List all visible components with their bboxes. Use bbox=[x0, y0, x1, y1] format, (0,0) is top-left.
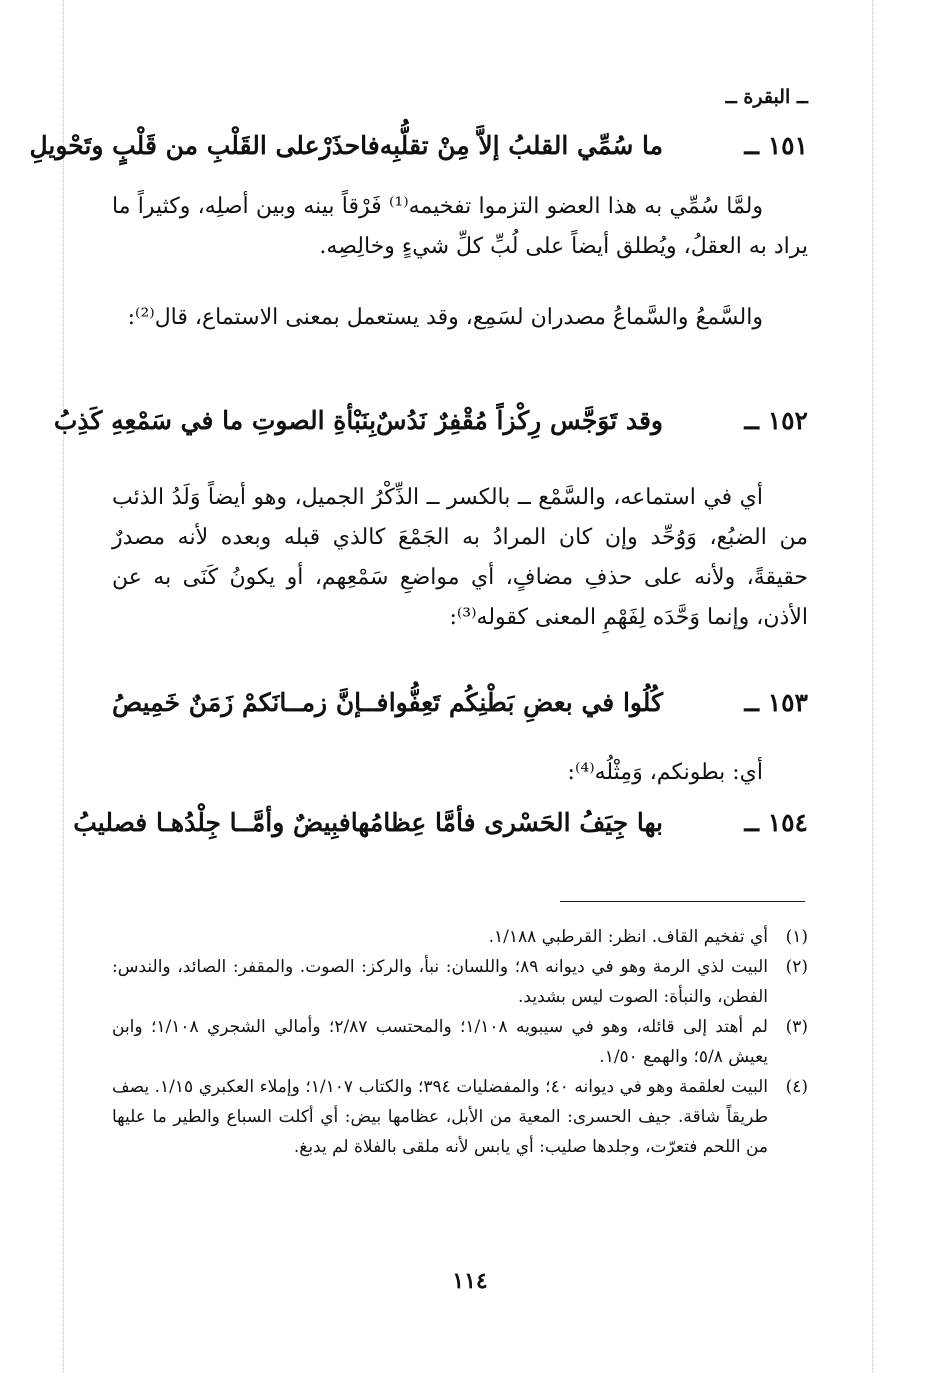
footnotes bbox=[112, 922, 808, 1162]
second-hemistich: فبِيضٌ وأمَّــا جِلْدُهـا فصليبُ bbox=[73, 807, 351, 837]
second-hemistich: فاحذَرْعلى القَلْبِ من قَلْبٍ وتَحْويلِ bbox=[29, 130, 380, 160]
footnote-text: لم أهتد إلى قائله، وهو في سيبويه ١/١٠٨؛ والمحتسب ٢/٨٧؛ وأمالي الشجري ١/١٠٨؛ وابن يعيش ٥/٨؛ والهمع ١/٥٠. bbox=[112, 1017, 768, 1067]
paragraph-hearing: والسَّمعُ والسَّماعُ مصدران لسَمِع، وقد يستعمل بمعنى الاستماع، قال⁽²⁾: bbox=[127, 305, 763, 330]
footnote-3 bbox=[112, 1012, 808, 1072]
page-number: ١١٤ bbox=[452, 1268, 488, 1294]
verse-number: ١٥١ ــ bbox=[744, 130, 808, 160]
footnote-number: (٢) bbox=[785, 957, 808, 977]
paragraph-heart: ولمَّا سُمِّي به هذا العضو التزموا تفخيمه⁽¹⁾ فَرْقاً بينه وبين أصلِه، وكثيراً ما يراد به العقلُ، ويُطلق أيضاً على لُبِّ كلِّ شيءٍ وخالِصِه. bbox=[112, 194, 808, 259]
footnote-separator bbox=[560, 901, 805, 902]
second-hemistich: فــإنَّ زمــانَكمْ زَمَنٌ خَمِيصُ bbox=[112, 687, 389, 717]
footnote-1 bbox=[112, 922, 808, 952]
verse-153 bbox=[112, 680, 808, 724]
right-margin-guide bbox=[872, 0, 873, 1373]
footnote-number: (٣) bbox=[785, 1017, 808, 1037]
verse-number: ١٥٣ ــ bbox=[744, 687, 808, 717]
running-header: ــ البقرة ــ bbox=[725, 86, 808, 108]
first-hemistich: بها جِيَفُ الحَسْرى فأمَّا عِظامُها bbox=[350, 807, 663, 837]
verse-152 bbox=[53, 398, 808, 442]
paragraph-bellies: أي: بطونكم، وَمِثْلُه⁽⁴⁾: bbox=[567, 760, 763, 785]
left-margin-guide bbox=[63, 0, 64, 1373]
footnote-2 bbox=[112, 952, 808, 1012]
first-hemistich: وقد تَوَجَّس رِكْزاً مُقْفِرٌ نَدُسٌ bbox=[376, 405, 663, 435]
footnote-number: (١) bbox=[785, 927, 808, 947]
verse-154 bbox=[73, 800, 808, 844]
verse-number: ١٥٤ ــ bbox=[744, 807, 808, 837]
footnote-text: أي تفخيم القاف. انظر: القرطبي ١/١٨٨. bbox=[488, 927, 768, 947]
paragraph-explanation: أي في استماعه، والسَّمْع ــ بالكسر ــ الذِّكْرُ الجميل، وهو أيضاً وَلَدُ الذئب من الضبُع، وَوُحِّد وإن كان المرادُ به الجَمْعَ كالذي قبله وبعده لأنه مصدرٌ حقيقةً، ولأنه على حذفِ مضافٍ، أي مواضعِ سَمْعِهم، أو يكونُ كَنَى به عن الأذن، وإنما وَحَّدَه لِفَهْمِ المعنى كقوله⁽³⁾: bbox=[112, 485, 808, 630]
footnote-number: (٤) bbox=[785, 1077, 808, 1097]
footnote-text: البيت لعلقمة وهو في ديوانه ٤٠؛ والمفضليات ٣٩٤؛ والكتاب ١/١٠٧؛ وإملاء العكبري ١/١٥. يصف طريقاً شاقة. جيف الحسرى: المعية من الأبل، عظامها بيض: أي أكلت السباع والطير ما عليها من اللحم فتعرّت، وجلدها صليب: أي يابس لأنه ملقى بالفلاة لم يدبغ. bbox=[112, 1077, 768, 1157]
first-hemistich: كُلُوا في بعضِ بَطْنِكُم تَعِفُّوا bbox=[388, 687, 663, 717]
first-hemistich: ما سُمِّي القلبُ إلاَّ مِنْ تقلُّبِه bbox=[379, 130, 663, 160]
verse-number: ١٥٢ ــ bbox=[744, 405, 808, 435]
second-hemistich: بِنَبْأةِ الصوتِ ما في سَمْعِهِ كَذِبُ bbox=[53, 405, 377, 435]
footnote-4 bbox=[112, 1072, 808, 1162]
footnote-text: البيت لذي الرمة وهو في ديوانه ٨٩؛ واللسان: نبأ، والركز: الصوت. والمقفر: الصائد، والندس: الفطن، والنبأة: الصوت ليس بشديد. bbox=[112, 957, 768, 1007]
verse-151 bbox=[29, 123, 808, 167]
